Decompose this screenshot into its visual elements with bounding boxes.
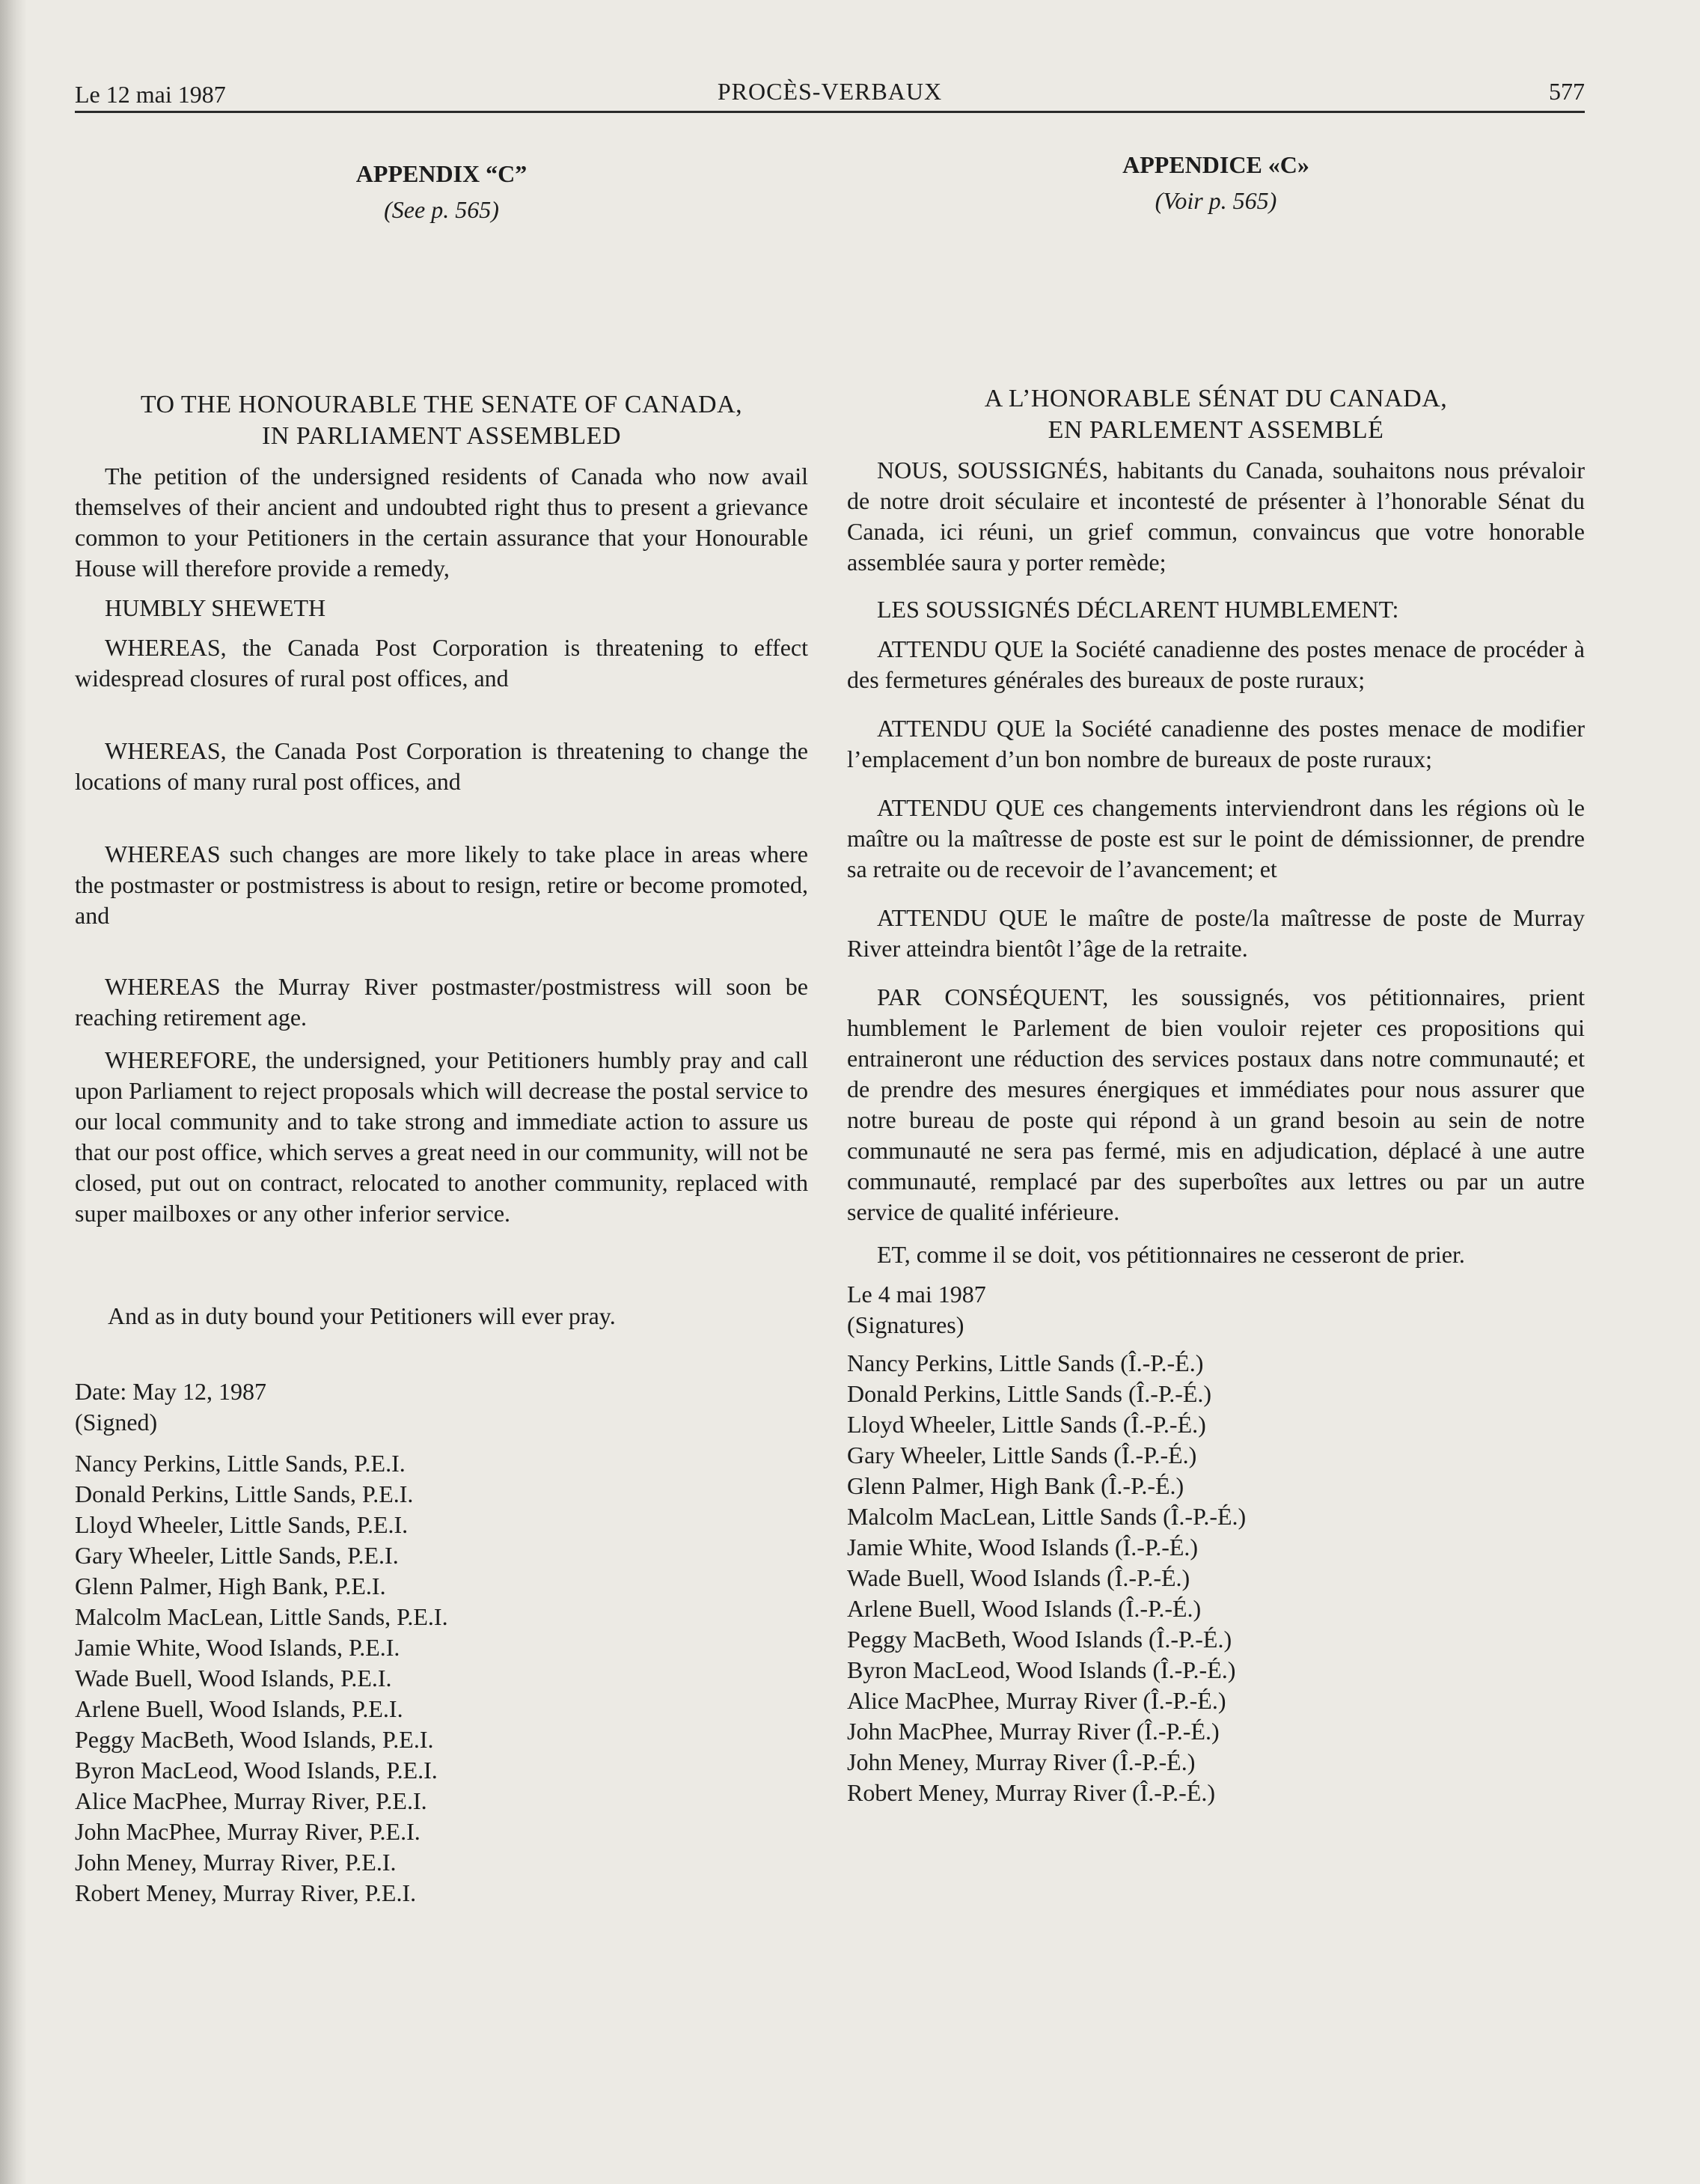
signature-entry-fr: Peggy MacBeth, Wood Islands (Î.-P.-É.) xyxy=(847,1626,1232,1653)
appendice-heading: APPENDICE «C» xyxy=(1122,151,1309,178)
signature-entry-fr: Jamie White, Wood Islands (Î.-P.-É.) xyxy=(847,1534,1199,1561)
signature-entry-fr: Malcolm MacLean, Little Sands (Î.-P.-É.) xyxy=(847,1503,1247,1530)
address-line-2: IN PARLIAMENT ASSEMBLED xyxy=(261,422,621,450)
see-reference xyxy=(75,193,808,226)
attendu-1: ATTENDU QUE la Société canadienne des postes menace de procéder à des fermetures générales des bureaux de poste ruraux; xyxy=(847,635,1585,693)
signature-list-fr xyxy=(847,1348,1585,1808)
page-number: 577 xyxy=(1549,78,1585,105)
signature-entry: Alice MacPhee, Murray River, P.E.I. xyxy=(75,1787,427,1814)
signature-entry: John Meney, Murray River, P.E.I. xyxy=(75,1849,397,1876)
signature-entry: Malcolm MacLean, Little Sands, P.E.I. xyxy=(75,1603,448,1630)
par-consequent: PAR CONSÉQUENT, les soussignés, vos pétitionnaires, prient humblement le Parlement de bien vouloir rejeter ces propositions qui entraineront une réduction des services postaux dans notre communauté; et de prendre des mesures énergiques et immédiates pour nous assurer que notre bureau de poste qui répond à un grand besoin au sein de notre communauté ne sera pas fermé, mis en adjudication, déplacé à une autre communauté, remplacé par des superboîtes aux lettres ou par un autre service de qualité inférieure. xyxy=(847,983,1585,1225)
signature-entry: Nancy Perkins, Little Sands, P.E.I. xyxy=(75,1450,406,1477)
signature-entry-fr: Arlene Buell, Wood Islands (Î.-P.-É.) xyxy=(847,1595,1202,1622)
signed-label: (Signed) xyxy=(75,1409,158,1436)
signature-entry: Robert Meney, Murray River, P.E.I. xyxy=(75,1879,417,1906)
signature-entry-fr: Alice MacPhee, Murray River (Î.-P.-É.) xyxy=(847,1687,1226,1714)
signature-entry-fr: Lloyd Wheeler, Little Sands (Î.-P.-É.) xyxy=(847,1411,1206,1438)
signature-entry-fr: Glenn Palmer, High Bank (Î.-P.-É.) xyxy=(847,1472,1184,1499)
wherefore: WHEREFORE, the undersigned, your Petitioners humbly pray and call upon Parliament to reject proposals which will decrease the postal service to our local community and to take strong and immediate action to assure us that our post office, which serves a great need in our community, will not be closed, put out on contract, relocated to another community, replaced with super mailboxes or any other inferior service. xyxy=(75,1046,808,1227)
petition-intro-fr: NOUS, SOUSSIGNÉS, habitants du Canada, souhaitons nous prévaloir de notre droit séculaire et incontesté de présenter à l’honorable Sénat du Canada, ici réuni, un grief commun, convaincus que votre honorable assemblée saura y porter remède; xyxy=(847,457,1585,576)
signatures-label: (Signatures) xyxy=(847,1311,964,1338)
address-line-1: TO THE HONOURABLE THE SENATE OF CANADA, xyxy=(140,391,743,418)
french-column xyxy=(847,148,1585,1808)
signature-list xyxy=(75,1448,808,1909)
voir-reference xyxy=(847,184,1585,217)
signature-entry: Byron MacLeod, Wood Islands, P.E.I. xyxy=(75,1757,438,1784)
running-header xyxy=(75,75,1585,114)
see-reference-text: (See p. 565) xyxy=(384,196,499,223)
signature-entry-fr: Gary Wheeler, Little Sands (Î.-P.-É.) xyxy=(847,1442,1197,1468)
english-column xyxy=(75,148,808,1909)
adresse-line-2: EN PARLEMENT ASSEMBLÉ xyxy=(1048,416,1384,444)
petition-intro: The petition of the undersigned residents of Canada who now avail themselves of their ancient and undoubted right thus to present a grievance common to your Petitioners in the certain assurance that your Honourable House will therefore provide a remedy, xyxy=(75,463,808,582)
attendu-4: ATTENDU QUE le maître de poste/la maîtresse de poste de Murray River atteindra bientôt l’âge de la retraite. xyxy=(847,904,1585,962)
whereas-2: WHEREAS, the Canada Post Corporation is threatening to change the locations of many rural post offices, and xyxy=(75,737,808,795)
whereas-1: WHEREAS, the Canada Post Corporation is threatening to effect widespread closures of rural post offices, and xyxy=(75,634,808,692)
signature-entry: Peggy MacBeth, Wood Islands, P.E.I. xyxy=(75,1726,434,1753)
voir-reference-text: (Voir p. 565) xyxy=(1155,187,1277,214)
signature-entry-fr: Robert Meney, Murray River (Î.-P.-É.) xyxy=(847,1779,1216,1806)
signature-entry-fr: Donald Perkins, Little Sands (Î.-P.-É.) xyxy=(847,1380,1212,1407)
humbly-sheweth: HUMBLY SHEWETH xyxy=(105,594,326,621)
header-date: Le 12 mai 1987 xyxy=(75,81,226,108)
signature-entry: Wade Buell, Wood Islands, P.E.I. xyxy=(75,1665,392,1692)
appendix-heading: APPENDIX “C” xyxy=(355,160,528,187)
signature-entry: John MacPhee, Murray River, P.E.I. xyxy=(75,1818,421,1845)
et-comme: ET, comme il se doit, vos pétitionnaires ne cesseront de prier. xyxy=(877,1241,1465,1268)
signature-entry: Glenn Palmer, High Bank, P.E.I. xyxy=(75,1573,386,1599)
signature-entry-fr: Nancy Perkins, Little Sands (Î.-P.-É.) xyxy=(847,1349,1204,1376)
attendu-2: ATTENDU QUE la Société canadienne des postes menace de modifier l’emplacement d’un bon nombre de bureaux de poste ruraux; xyxy=(847,715,1585,772)
header-title: PROCÈS-VERBAUX xyxy=(717,78,943,105)
signature-entry-fr: John Meney, Murray River (Î.-P.-É.) xyxy=(847,1748,1196,1775)
signature-entry-fr: Wade Buell, Wood Islands (Î.-P.-É.) xyxy=(847,1564,1190,1591)
binding-shadow xyxy=(0,0,27,2184)
declarent-humblement: LES SOUSSIGNÉS DÉCLARENT HUMBLEMENT: xyxy=(877,596,1399,623)
signature-entry: Lloyd Wheeler, Little Sands, P.E.I. xyxy=(75,1511,409,1538)
whereas-3: WHEREAS such changes are more likely to take place in areas where the postmaster or postmistress is about to resign, retire or become promoted, and xyxy=(75,841,808,929)
signature-entry-fr: John MacPhee, Murray River (Î.-P.-É.) xyxy=(847,1718,1220,1745)
signature-entry: Jamie White, Wood Islands, P.E.I. xyxy=(75,1634,400,1661)
petition-date: Date: May 12, 1987 xyxy=(75,1378,266,1405)
signature-entry: Arlene Buell, Wood Islands, P.E.I. xyxy=(75,1695,403,1722)
signature-entry: Gary Wheeler, Little Sands, P.E.I. xyxy=(75,1542,399,1569)
petition-date-fr: Le 4 mai 1987 xyxy=(847,1281,986,1308)
attendu-3: ATTENDU QUE ces changements interviendront dans les régions où le maître ou la maîtresse de poste est sur le point de démissionner, de prendre sa retraite ou de recevoir de l’avancement; et xyxy=(847,794,1585,882)
duty-bound: And as in duty bound your Petitioners will ever pray. xyxy=(108,1302,616,1329)
signature-entry: Donald Perkins, Little Sands, P.E.I. xyxy=(75,1480,414,1507)
header-rule xyxy=(75,111,1585,113)
whereas-4: WHEREAS the Murray River postmaster/postmistress will soon be reaching retirement age. xyxy=(75,973,808,1031)
signature-entry-fr: Byron MacLeod, Wood Islands (Î.-P.-É.) xyxy=(847,1656,1236,1683)
adresse-line-1: A L’HONORABLE SÉNAT DU CANADA, xyxy=(984,385,1448,412)
